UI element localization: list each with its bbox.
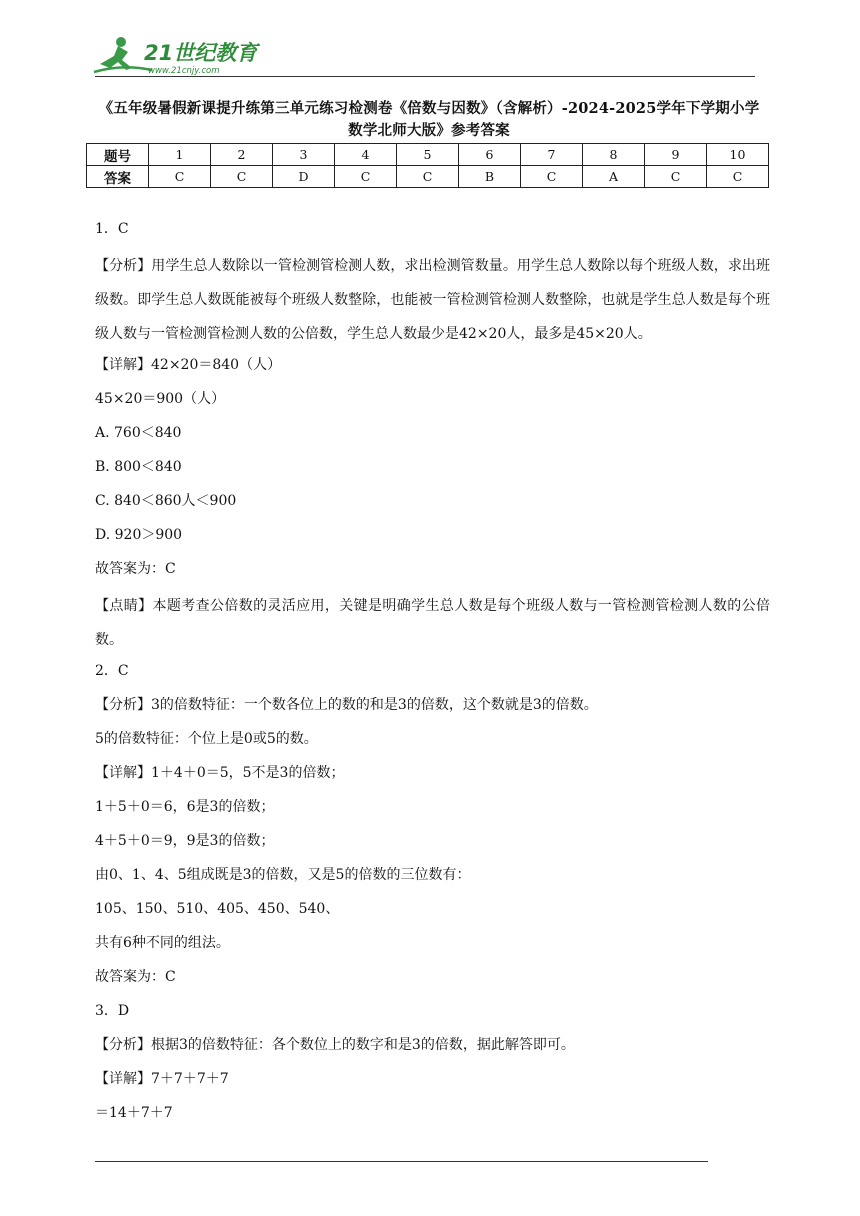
- q1-detail-line: 45×20＝900（人）: [95, 391, 226, 407]
- q1-option-a: A. 760＜840: [95, 425, 182, 441]
- q3-number: 3．D: [95, 1003, 130, 1019]
- q1-analysis: 【分析】用学生总人数除以一管检测管检测人数，求出检测管数量。用学生总人数除以每个班级人数，求出班级数。即学生总人数既能被每个班级人数整除，也能被一管检测管检测人数整除，也就是学生总人数是每个班级人数与一管检测管检测人数的公倍数，学生总人数最少是42×20人，最多是45×20人。: [95, 258, 770, 342]
- table-cell: B: [459, 166, 521, 188]
- table-cell: C: [397, 166, 459, 188]
- table-cell: 10: [707, 144, 769, 166]
- table-cell: C: [149, 166, 211, 188]
- site-logo: [92, 34, 262, 78]
- q1-option-b: B. 800＜840: [95, 459, 182, 475]
- q1-comment: 【点睛】本题考查公倍数的灵活应用，关键是明确学生总人数是每个班级人数与一管检测管检测人数的公倍数。: [95, 598, 770, 648]
- q1-option-c: C. 840＜860人＜900: [95, 493, 237, 509]
- logo-brand-text: 21世纪教育: [144, 41, 258, 65]
- answer-explanations: [95, 215, 770, 1133]
- answer-table: [86, 143, 769, 188]
- row-label-question-number: 题号: [87, 144, 149, 166]
- q2-analysis-line: 5的倍数特征：个位上是0或5的数。: [95, 731, 318, 747]
- table-cell: D: [273, 166, 335, 188]
- q3-detail-line: 【详解】7＋7＋7＋7: [95, 1071, 229, 1087]
- q1-option-d: D. 920＞900: [95, 527, 183, 543]
- q2-detail-line: 共有6种不同的组法。: [95, 935, 230, 951]
- q2-analysis: 【分析】3的倍数特征：一个数各位上的数的和是3的倍数，这个数就是3的倍数。: [95, 697, 598, 713]
- q1-detail-line: 【详解】42×20＝840（人）: [95, 357, 282, 373]
- table-cell: C: [211, 166, 273, 188]
- q2-detail-line: 由0、1、4、5组成既是3的倍数，又是5的倍数的三位数有：: [95, 867, 471, 883]
- q2-detail-line: 1＋5＋0＝6，6是3的倍数；: [95, 799, 275, 815]
- logo-url-text: www.21cnjy.com: [148, 66, 220, 76]
- table-cell: 8: [583, 144, 645, 166]
- table-row-answers: [87, 166, 769, 188]
- table-cell: 7: [521, 144, 583, 166]
- footer-divider: [95, 1161, 708, 1162]
- table-cell: A: [583, 166, 645, 188]
- table-cell: C: [645, 166, 707, 188]
- q2-number: 2．C: [95, 663, 129, 679]
- document-title: 《五年级暑假新课提升练第三单元练习检测卷《倍数与因数》（含解析）-2024-2025学年下学期小学数学北师大版》参考答案: [98, 100, 760, 139]
- header-divider: [95, 76, 755, 77]
- table-cell: 3: [273, 144, 335, 166]
- table-cell: 6: [459, 144, 521, 166]
- q2-answer: 故答案为：C: [95, 969, 176, 985]
- q3-detail-line: ＝14＋7＋7: [95, 1105, 173, 1121]
- q1-number: 1．C: [95, 221, 129, 237]
- q3-analysis: 【分析】根据3的倍数特征：各个数位上的数字和是3的倍数，据此解答即可。: [95, 1037, 575, 1053]
- table-cell: C: [335, 166, 397, 188]
- row-label-answer: 答案: [87, 166, 149, 188]
- q1-answer: 故答案为：C: [95, 561, 176, 577]
- table-row-numbers: [87, 144, 769, 166]
- table-cell: C: [521, 166, 583, 188]
- table-cell: 2: [211, 144, 273, 166]
- q2-detail-line: 【详解】1＋4＋0＝5，5不是3的倍数；: [95, 765, 345, 781]
- table-cell: 9: [645, 144, 707, 166]
- table-cell: C: [707, 166, 769, 188]
- q2-detail-line: 4＋5＋0＝9，9是3的倍数；: [95, 833, 275, 849]
- table-cell: 1: [149, 144, 211, 166]
- table-cell: 5: [397, 144, 459, 166]
- table-cell: 4: [335, 144, 397, 166]
- q2-detail-line: 105、150、510、405、450、540、: [95, 901, 340, 917]
